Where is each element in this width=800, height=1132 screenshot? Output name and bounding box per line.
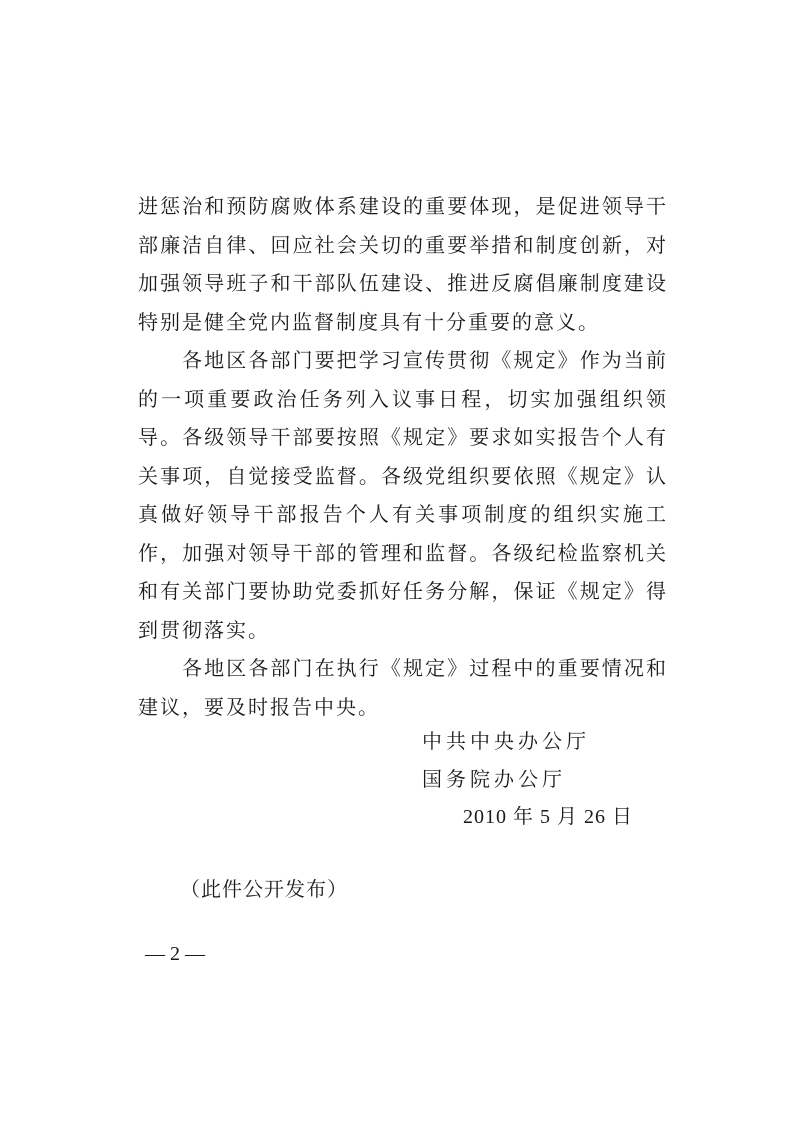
- issue-date: 2010 年 5 月 26 日: [463, 806, 633, 828]
- publication-note: （此件公开发布）: [180, 877, 348, 901]
- paragraph-reporting: 各地区各部门在执行《规定》过程中的重要情况和建议，要及时报告中央。: [138, 656, 668, 719]
- issuer-party-office: 中共中央办公厅: [422, 729, 590, 753]
- paragraph-implementation: 各地区各部门要把学习宣传贯彻《规定》作为当前的一项重要政治任务列入议事日程，切实加强组织领导。各级领导干部要按照《规定》要求如实报告个人有关事项，自觉接受监督。各级党组织要依照《规定》认真做好领导干部报告个人有关事项制度的组织实施工作，加强对领导干部的管理和监督。各级纪检监察机关和有关部门要协助党委抓好任务分解，保证《规定》得到贯彻落实。: [138, 348, 668, 642]
- page-number: — 2 —: [145, 943, 205, 965]
- issuer-state-council-office: 国务院办公厅: [422, 767, 566, 791]
- document-body: [138, 187, 668, 726]
- signature-block: [422, 722, 662, 836]
- paragraph-continued: 进惩治和预防腐败体系建设的重要体现，是促进领导干部廉洁自律、回应社会关切的重要举措和制度创新，对加强领导班子和干部队伍建设、推进反腐倡廉制度建设特别是健全党内监督制度具有十分重要的意义。: [138, 194, 668, 334]
